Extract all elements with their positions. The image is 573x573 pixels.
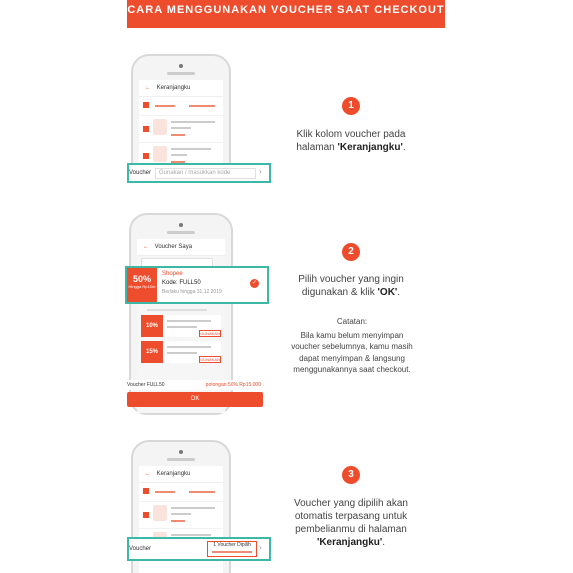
cart-item-row[interactable] bbox=[139, 502, 223, 529]
step-number-badge: 2 bbox=[342, 243, 360, 261]
use-voucher-button[interactable]: GUNAKAN bbox=[200, 331, 220, 336]
step-number-badge: 3 bbox=[342, 466, 360, 484]
check-circle-icon[interactable]: ✓ bbox=[251, 280, 258, 286]
speaker-icon bbox=[167, 72, 195, 75]
cart-shop-row[interactable] bbox=[139, 483, 223, 502]
step2-line2: digunakan & klik 'OK'. bbox=[301, 287, 401, 298]
voucher-brand: Shopee bbox=[162, 271, 183, 277]
voucher-discount-block: 50% Hingga Rp15rb bbox=[127, 268, 157, 302]
app-bar bbox=[139, 466, 223, 483]
step1-description bbox=[270, 128, 432, 154]
voucher-applied-highlight[interactable] bbox=[127, 537, 271, 561]
speaker-icon bbox=[167, 458, 195, 461]
voucher-label: Voucher bbox=[129, 546, 152, 552]
voucher-expiry: Berlaku hingga 31.12.2019 bbox=[162, 289, 222, 295]
voucher-field-highlight[interactable] bbox=[127, 163, 271, 183]
step3-line1: Voucher yang dipilih akan bbox=[294, 498, 408, 509]
camera-icon bbox=[179, 450, 183, 454]
selected-voucher-highlight[interactable] bbox=[125, 266, 269, 304]
selected-voucher-text: Voucher FULL50 bbox=[127, 382, 165, 388]
cart-item-row[interactable] bbox=[139, 116, 223, 143]
checkbox-icon[interactable] bbox=[143, 102, 149, 108]
voucher-code-input[interactable]: Gunakan / masukkan kode bbox=[155, 168, 256, 179]
chevron-right-icon[interactable]: › bbox=[259, 543, 262, 552]
app-bar bbox=[137, 239, 225, 256]
screen-title: Keranjangku bbox=[156, 471, 191, 477]
product-thumbnail bbox=[153, 146, 167, 162]
app-bar bbox=[139, 80, 223, 97]
step3-line4: 'Keranjangku'. bbox=[316, 537, 386, 548]
step-number-badge: 1 bbox=[342, 97, 360, 115]
note-title: Catatan: bbox=[336, 317, 368, 326]
checkbox-icon[interactable] bbox=[143, 153, 149, 159]
use-voucher-button[interactable]: GUNAKAN bbox=[200, 357, 220, 362]
voucher-label: Voucher bbox=[129, 170, 152, 176]
cart-shop-row[interactable] bbox=[139, 97, 223, 116]
step3-description bbox=[270, 497, 432, 549]
banner-text: CARA MENGGUNAKAN VOUCHER SAAT CHECKOUT bbox=[127, 4, 445, 16]
step3-line2: otomatis terpasang untuk bbox=[294, 511, 408, 522]
voucher-footer bbox=[127, 380, 263, 390]
checkbox-icon[interactable] bbox=[143, 126, 149, 132]
back-arrow-icon[interactable]: ← bbox=[145, 85, 151, 91]
step1-line2: halaman 'Keranjangku'. bbox=[296, 142, 406, 153]
camera-icon bbox=[179, 64, 183, 68]
step2-line1: Pilih voucher yang ingin bbox=[298, 274, 404, 285]
step3-line3: pembelianmu di halaman bbox=[295, 524, 407, 535]
header-banner bbox=[127, 0, 445, 28]
voucher-card[interactable] bbox=[141, 341, 221, 363]
back-arrow-icon[interactable]: ← bbox=[143, 244, 149, 250]
voucher-card[interactable] bbox=[141, 315, 221, 337]
product-thumbnail bbox=[153, 119, 167, 135]
product-thumbnail bbox=[153, 505, 167, 521]
voucher-code: Kode: FULL50 bbox=[162, 280, 201, 286]
screen-title: Keranjangku bbox=[156, 85, 191, 91]
voucher-applied-badge: 1 Voucher Dipilih bbox=[207, 541, 257, 557]
voucher-discount: 10% bbox=[141, 315, 163, 337]
checkbox-icon[interactable] bbox=[143, 488, 149, 494]
discount-summary: potongan 50% Rp15.000 bbox=[205, 382, 261, 388]
chevron-right-icon[interactable]: › bbox=[259, 167, 262, 176]
speaker-icon bbox=[167, 231, 195, 234]
ok-button[interactable]: OK bbox=[127, 392, 263, 407]
back-arrow-icon[interactable]: ← bbox=[145, 471, 151, 477]
step2-description bbox=[270, 273, 432, 299]
checkbox-icon[interactable] bbox=[143, 512, 149, 518]
step1-line1: Klik kolom voucher pada bbox=[296, 129, 406, 140]
screen-title: Voucher Saya bbox=[154, 244, 193, 250]
phone-mockup-step1 bbox=[131, 54, 231, 180]
camera-icon bbox=[179, 223, 183, 227]
step2-note: Catatan: Bila kamu belum menyimpan voucher sebelumnya, kamu masih dapat menyimpan & langsung menggunakannya saat checkout. bbox=[272, 316, 432, 376]
voucher-discount: 15% bbox=[141, 341, 163, 363]
